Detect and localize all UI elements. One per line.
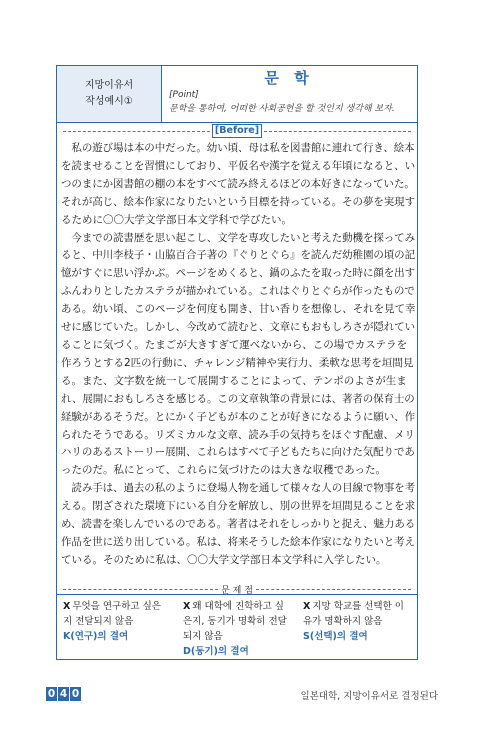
essay-line: ったのだ。私にとって、これらに気づけたのは大きな収穫であった。 — [61, 464, 386, 477]
essay-line: える。閉ざされた環境下にいる自分を解放し、別の世界を垣間見ることを求 — [61, 500, 415, 513]
header-row — [57, 66, 417, 123]
essay-line: ハリのあるストーリー展開、これらはすべて子どもたちに向けた気配りであ — [61, 446, 415, 459]
essay-line: つのまにか図書館の棚の本をすべて読み終えるほどの本好きになっていた。 — [61, 177, 415, 190]
problem-list — [57, 594, 417, 662]
essay-line: せに感じていた。しかし、今改めて読むと、文章にもおもしろさが隠れてい — [61, 321, 415, 334]
x-mark-icon: X — [183, 601, 191, 612]
problem-code: S(선택)의 결여 — [303, 631, 368, 642]
header-label-box — [57, 66, 162, 122]
problem-heading: 문 제 점 — [221, 586, 253, 596]
book-title-footer: 일본대학, 지망이유서로 결정된다 — [300, 691, 438, 702]
essay-line: を読ませることを習慣にしており、平仮名や漢字を覚える年頃になると、い — [61, 159, 415, 172]
page-digit: 4 — [59, 688, 68, 700]
problem-line: 무엇을 연구하고 싶은 — [72, 601, 161, 612]
essay-line: 作ろうとする2匹の行動に、チャレンジ精神や実行力、柔軟な思考を垣間見 — [61, 356, 414, 369]
divider — [256, 589, 411, 590]
header-info — [161, 66, 417, 122]
essay-line: それが高じ、絵本作家になりたいという目標を持っている。その夢を実現す — [61, 195, 415, 208]
essay-line: め、読書を楽しんでいるのである。著者はそれをしっかりと捉え、魅力ある — [61, 518, 416, 531]
page-number — [46, 687, 82, 701]
divider — [63, 131, 210, 132]
essay-line: 読み手は、過去の私のように登場人物を通して様々な人の目線で物事を考 — [61, 482, 415, 495]
x-mark-icon: X — [63, 601, 71, 612]
header-label-line1: 지망이유서 — [84, 80, 134, 91]
essay-line: ることに気づく。たまごが大きすぎて運べないから、この場でカステラを — [61, 338, 408, 351]
essay-line: 作品を世に送り出している。私は、将来そうした絵本作家になりたいと考え — [61, 535, 415, 548]
essay-line: れ、展開におもしろさを感じる。この文章執筆の背景には、著者の保育士の — [61, 392, 415, 405]
divider — [264, 131, 411, 132]
problem-line: 왜 대학에 진학하고 싶 — [192, 601, 284, 612]
problem-item — [183, 599, 291, 659]
problem-item — [63, 599, 171, 644]
essay-line: ある。幼い頃、このページを何度も開き、甘い香りを想像し、それを見て幸 — [61, 303, 416, 316]
page-digit: 0 — [71, 688, 80, 700]
problem-line: 되지 않음 — [183, 631, 223, 642]
problem-line: 은지, 동기가 명확히 전달 — [183, 616, 287, 627]
problem-line: 지망 학교를 선택한 이 — [312, 601, 404, 612]
problem-line: 유가 명확하지 않음 — [303, 616, 383, 627]
page-digit: 0 — [47, 688, 56, 700]
essay-frame — [56, 65, 418, 660]
header-label-line2: 작성예시① — [85, 96, 133, 107]
essay-line: ると、中川李枝子・山脇百合子著の『ぐりとぐら』を読んだ幼稚園の頃の記 — [61, 249, 415, 262]
x-mark-icon: X — [303, 601, 311, 612]
problem-item — [303, 599, 415, 644]
problem-code: K(연구)의 결여 — [63, 631, 129, 642]
before-separator — [63, 124, 411, 138]
point-label: [Point] — [169, 90, 199, 100]
essay-line: ふんわりとしたカステラが描かれている。これはぐりとぐらが作ったもので — [61, 285, 415, 298]
essay-line: られたそうである。リズミカルな文章、読み手の気持ちをほぐす配慮、メリ — [61, 428, 415, 441]
essay-line: 経験があるそうだ。とにかく子どもが本のことが好きになるように願い、作 — [61, 410, 415, 423]
essay-line: 憶がすぐに思い浮かぶ。ページをめくると、鍋のふたを取った時に顔を出す — [61, 267, 415, 280]
essay-line: るために〇〇大学文学部日本文学科で学びたい。 — [61, 213, 292, 226]
essay-body — [61, 140, 415, 570]
essay-line: 今までの読書歴を思い起こし、文学を専攻したいと考えた動機を探ってみ — [61, 231, 415, 244]
problem-code: D(동기)의 결여 — [183, 646, 249, 657]
before-tag: [Before] — [212, 124, 262, 138]
essay-line: ている。そのために私は、〇〇大学文学部日本文学科に入学したい。 — [61, 553, 387, 566]
essay-line: 私の遊び場は本の中だった。幼い頃、母は私を図書館に連れて行き、絵本 — [61, 142, 415, 154]
problem-line: 지 전달되지 않음 — [63, 616, 134, 627]
page-title: 문 학 — [264, 69, 314, 87]
essay-line: る。また、文字数を統一して展開することによって、テンポのよさが生ま — [61, 374, 407, 387]
divider — [63, 589, 218, 590]
point-text: 문학을 통하여, 어떠한 사회공헌을 할 것인지 생각해 보자. — [169, 104, 395, 114]
